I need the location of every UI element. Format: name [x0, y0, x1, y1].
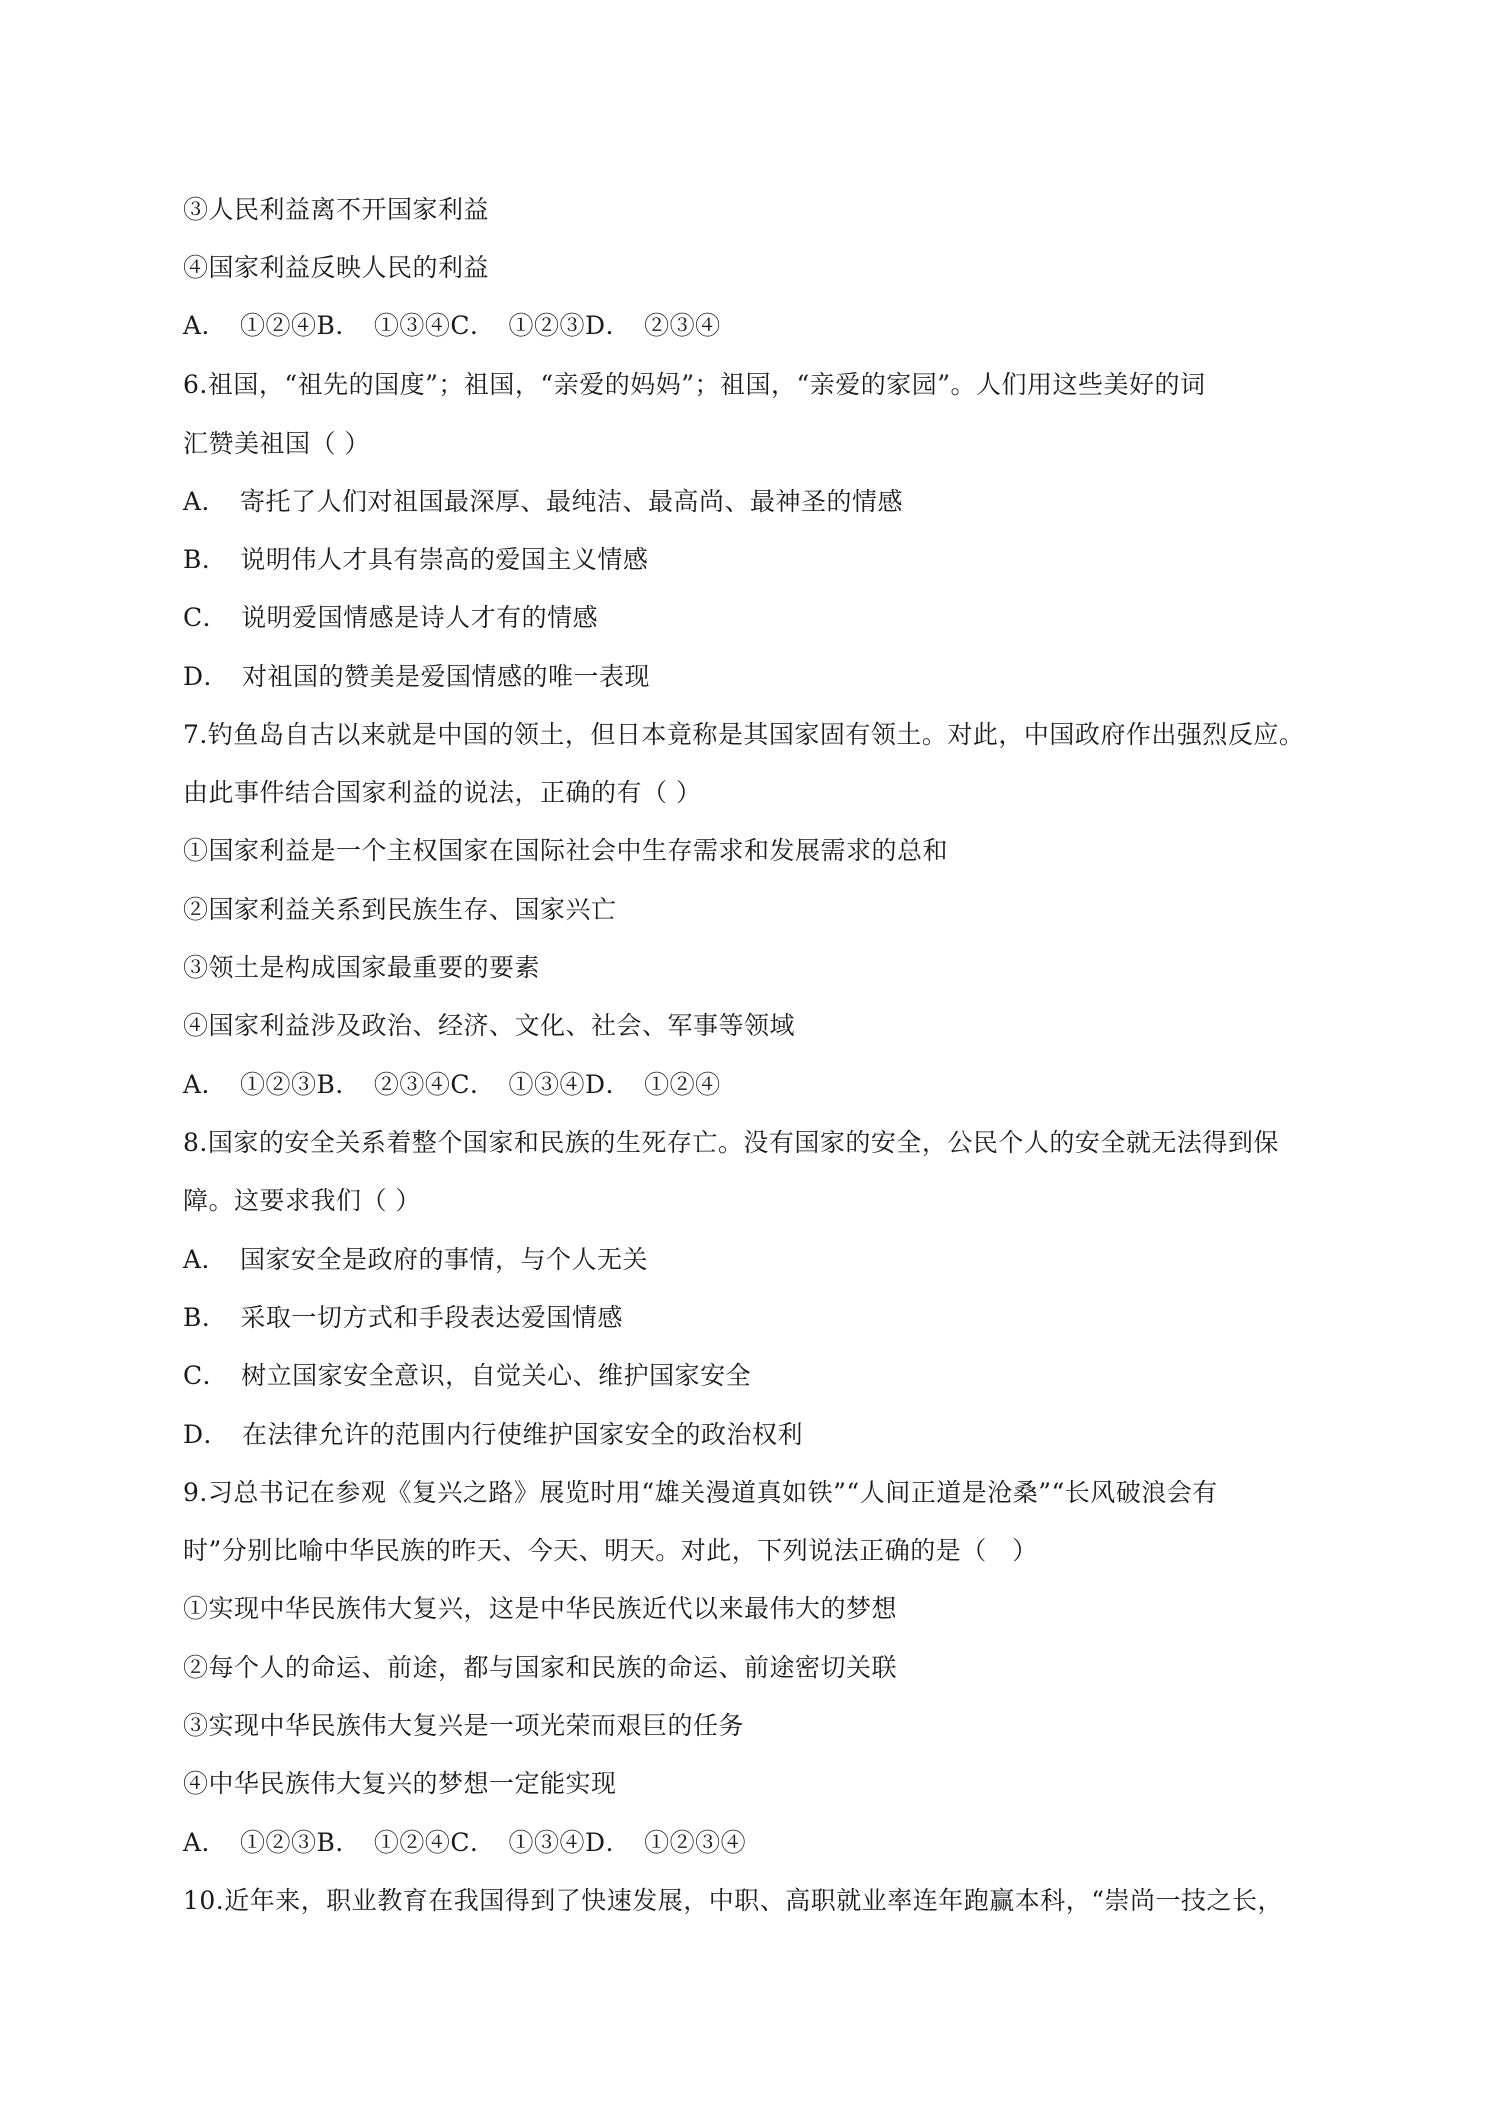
question-7-stem: 7.钓鱼岛自古以来就是中国的领土，但日本竟称是其国家固有领土。对此，中国政府作出强烈反应。	[183, 720, 1305, 749]
question-7-stem-cont: 由此事件结合国家利益的说法，正确的有（ ）	[183, 778, 702, 807]
question-8-stem: 8.国家的安全关系着整个国家和民族的生死存亡。没有国家的安全，公民个人的安全就无法得到保	[183, 1128, 1279, 1157]
option-item-4: ④国家利益反映人民的利益	[183, 253, 490, 282]
question-6-option-d: D． 对祖国的赞美是爱国情感的唯一表现	[183, 662, 651, 691]
question-6-stem-cont: 汇赞美祖国（ ）	[183, 429, 370, 458]
question-8-option-b: B． 采取一切方式和手段表达爱国情感	[183, 1303, 623, 1332]
question-7-item-3: ③领土是构成国家最重要的要素	[183, 953, 541, 982]
question-9-stem: 9.习总书记在参观《复兴之路》展览时用“雄关漫道真如铁”“人间正道是沧桑”“长风破浪会有	[183, 1478, 1218, 1507]
question-8-option-d: D． 在法律允许的范围内行使维护国家安全的政治权利	[183, 1420, 804, 1449]
question-6-option-b: B． 说明伟人才具有崇高的爱国主义情感	[183, 545, 649, 574]
question-9-item-1: ①实现中华民族伟大复兴，这是中华民族近代以来最伟大的梦想	[183, 1594, 898, 1623]
question-6-option-a: A． 寄托了人们对祖国最深厚、最纯洁、最高尚、最神圣的情感	[183, 487, 904, 516]
question-8-option-c: C． 树立国家安全意识，自觉关心、维护国家安全	[183, 1361, 752, 1390]
question-7-item-4: ④国家利益涉及政治、经济、文化、社会、军事等领域	[183, 1011, 796, 1040]
question-9-item-3: ③实现中华民族伟大复兴是一项光荣而艰巨的任务	[183, 1711, 745, 1740]
question-7-item-1: ①国家利益是一个主权国家在国际社会中生存需求和发展需求的总和	[183, 836, 949, 865]
question-9-item-2: ②每个人的命运、前途，都与国家和民族的命运、前途密切关联	[183, 1653, 898, 1682]
answer-choices: A． ①②④B． ①③④C． ①②③D． ②③④	[183, 311, 721, 340]
question-9-stem-cont: 时”分别比喻中华民族的昨天、今天、明天。对此，下列说法正确的是（ ）	[183, 1536, 1038, 1565]
question-6-option-c: C． 说明爱国情感是诗人才有的情感	[183, 603, 599, 632]
question-6-stem: 6.祖国，“祖先的国度”；祖国，“亲爱的妈妈”；祖国，“亲爱的家园”。人们用这些美好的词	[183, 370, 1206, 399]
question-9-answer-choices: A． ①②③B． ①②④C． ①③④D． ①②③④	[183, 1828, 747, 1857]
question-7-answer-choices: A． ①②③B． ②③④C． ①③④D． ①②④	[183, 1070, 721, 1099]
question-10-stem: 10.近年来，职业教育在我国得到了快速发展，中职、高职就业率连年跑赢本科，“崇尚一技之长，	[183, 1886, 1284, 1915]
question-9-item-4: ④中华民族伟大复兴的梦想一定能实现	[183, 1769, 617, 1798]
question-7-item-2: ②国家利益关系到民族生存、国家兴亡	[183, 895, 617, 924]
option-item-3: ③人民利益离不开国家利益	[183, 195, 490, 224]
question-8-stem-cont: 障。这要求我们（ ）	[183, 1186, 421, 1215]
question-8-option-a: A． 国家安全是政府的事情，与个人无关	[183, 1245, 649, 1274]
